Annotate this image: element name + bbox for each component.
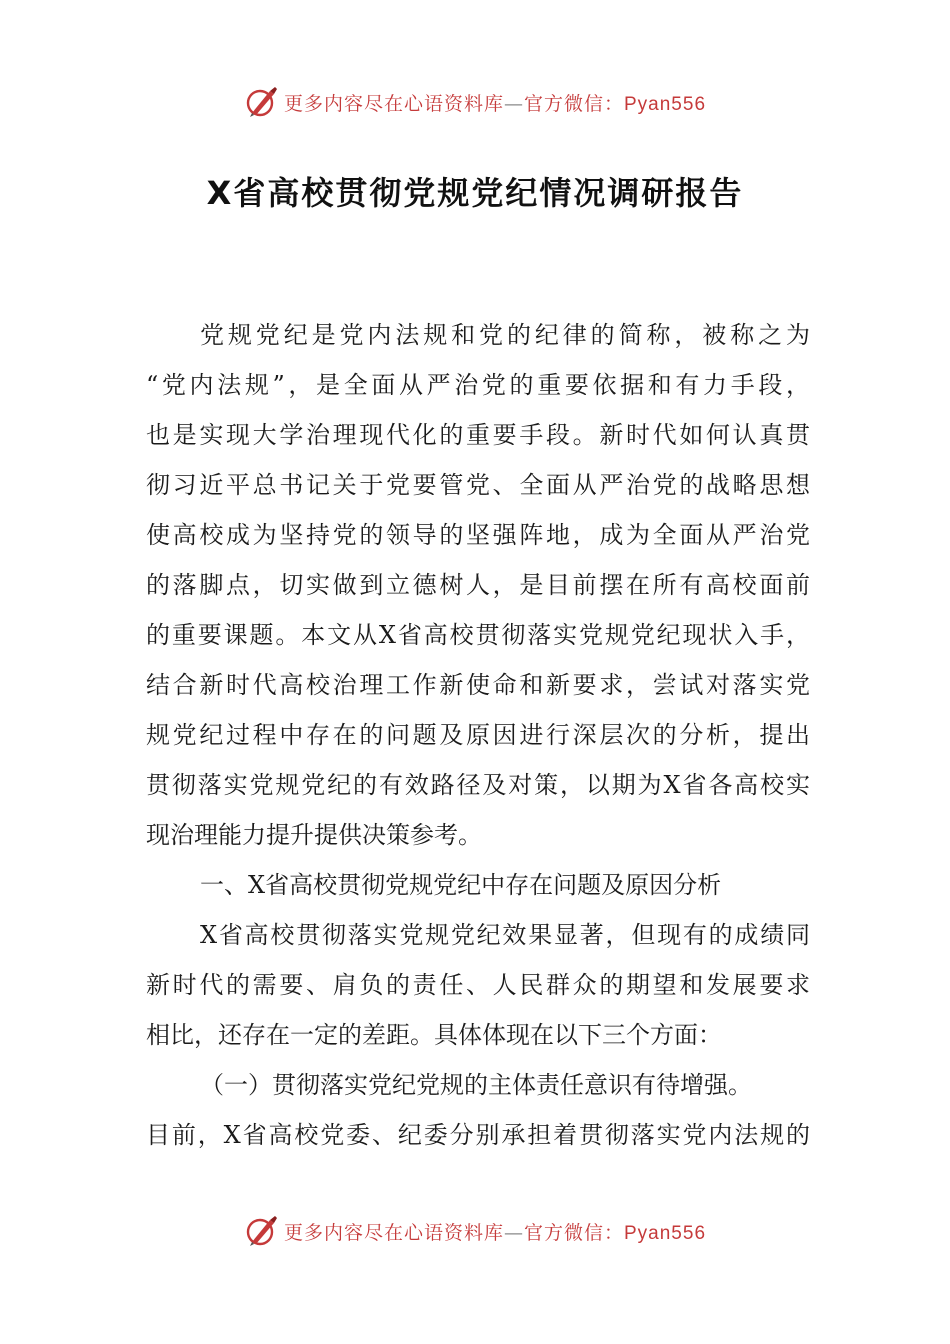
pen-in-circle-icon [244, 84, 280, 120]
watermark-text [284, 1218, 706, 1245]
paragraph-line: 结合新时代高校治理工作新使命和新要求，尝试对落实党 [146, 671, 810, 699]
watermark-wechat-label: 官方微信： [523, 92, 624, 115]
section-heading: 一、X省高校贯彻党规党纪中存在问题及原因分析 [200, 871, 722, 899]
header-watermark-banner [0, 82, 950, 122]
watermark-text [284, 89, 706, 116]
paragraph-line: 目前，X省高校党委、纪委分别承担着贯彻落实党内法规的 [146, 1121, 810, 1149]
pen-in-circle-icon [244, 1213, 280, 1249]
paragraph-line: 也是实现大学治理现代化的重要手段。新时代如何认真贯 [146, 421, 810, 449]
watermark-handle: Pyan556 [624, 1222, 707, 1244]
subsection-heading: （一）贯彻落实党纪党规的主体责任意识有待增强。 [200, 1071, 752, 1099]
watermark-library-text: 更多内容尽在心语资料库 [283, 1221, 504, 1244]
document-body [146, 310, 810, 1160]
watermark-wechat-label: 官方微信： [523, 1221, 624, 1244]
paragraph-line: 使高校成为坚持党的领导的坚强阵地，成为全面从严治党 [146, 521, 810, 549]
paragraph-line: 党规党纪是党内法规和党的纪律的简称，被称之为 [200, 321, 810, 349]
paragraph-line: 规党纪过程中存在的问题及原因进行深层次的分析，提出 [146, 721, 810, 749]
watermark-separator: — [503, 1221, 524, 1244]
paragraph-line: 的落脚点，切实做到立德树人，是目前摆在所有高校面前 [146, 571, 810, 599]
paragraph-line: “党内法规”，是全面从严治党的重要依据和有力手段， [146, 371, 810, 399]
paragraph-line: 相比，还存在一定的差距。具体体现在以下三个方面： [146, 1021, 722, 1049]
paragraph-line: X省高校贯彻落实党规党纪效果显著，但现有的成绩同 [200, 921, 810, 949]
paragraph-line: 新时代的需要、肩负的责任、人民群众的期望和发展要求 [146, 971, 810, 999]
watermark-library-text: 更多内容尽在心语资料库 [283, 92, 504, 115]
footer-watermark-banner [0, 1211, 950, 1251]
watermark-handle: Pyan556 [624, 93, 707, 115]
document-title: X省高校贯彻党规党纪情况调研报告 [206, 174, 744, 212]
paragraph-line: 现治理能力提升提供决策参考。 [146, 821, 482, 849]
paragraph-line: 贯彻落实党规党纪的有效路径及对策，以期为X省各高校实 [146, 771, 810, 799]
watermark-separator: — [503, 92, 524, 115]
paragraph-line: 的重要课题。本文从X省高校贯彻落实党规党纪现状入手， [146, 621, 810, 649]
paragraph-line: 彻习近平总书记关于党要管党、全面从严治党的战略思想 [146, 471, 810, 499]
